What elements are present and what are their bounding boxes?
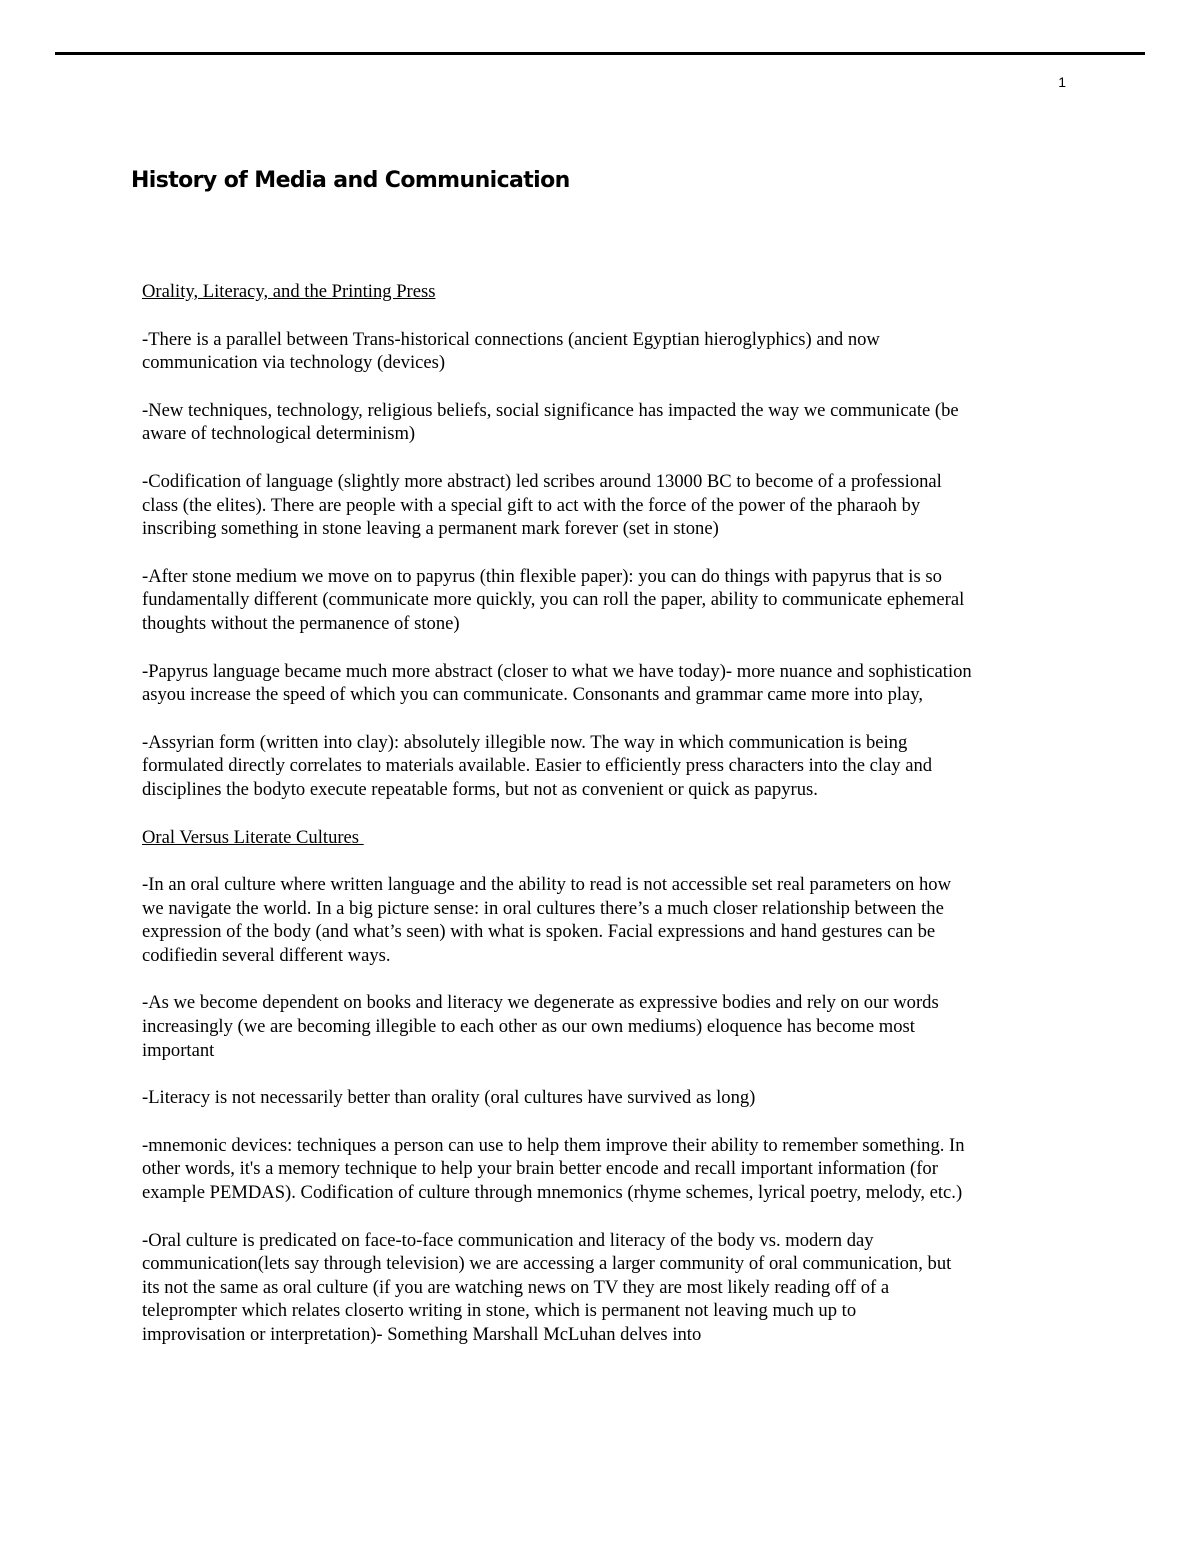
paragraph-papyrus-medium: -After stone medium we move on to papyrus (thin flexible paper): you can do things with papyrus that is so fundamentally different (communicate more quickly, you can roll the paper, ability to communicate ephemeral thoughts without the permanence of stone) [142, 565, 965, 634]
page-number: 1 [1058, 74, 1066, 90]
paragraph-mnemonic-devices: -mnemonic devices: techniques a person can use to help them improve their ability to remember something. In other words, it's a memory technique to help your brain better encode and recall important information (for example PEMDAS). Codification of culture through mnemonics (rhyme schemes, lyrical poetry, melody, etc.) [142, 1134, 965, 1204]
paragraph-face-to-face: -Oral culture is predicated on face-to-face communication and literacy of the body vs. modern day communication(lets say through television) we are accessing a larger community of oral communication, but its not the same as oral culture (if you are watching news on TV they are most likely reading off of a teleprompter which relates closerto writing in stone, which is permanent not leaving much up to improvisation or interpretation)- Something Marshall McLuhan delves into [142, 1229, 952, 1345]
header-rule [55, 52, 1145, 55]
paragraph-books-literacy: -As we become dependent on books and literacy we degenerate as expressive bodies and rely on our words increasingly (we are becoming illegible to each other as our own mediums) eloquence has become most important [142, 992, 939, 1061]
paragraph-literacy-vs-orality: -Literacy is not necessarily better than orality (oral cultures have survived as long) [142, 1087, 756, 1109]
document-body [142, 280, 1062, 1371]
paragraph-new-techniques: -New techniques, technology, religious beliefs, social significance has impacted the way we communicate (be aware of technological determinism) [142, 399, 959, 445]
paragraph-codification: -Codification of language (slightly more abstract) led scribes around 13000 BC to become of a professional class (the elites). There are people with a special gift to act with the force of the power of the pharaoh by inscribing something in stone leaving a permanent mark forever (set in stone) [142, 470, 942, 540]
paragraph-assyrian-form: -Assyrian form (written into clay): absolutely illegible now. The way in which communication is being formulated directly correlates to materials available. Easier to efficiently press characters into the clay and disciplines the bodyto execute repeatable forms, but not as convenient or quick as papyrus. [142, 731, 933, 800]
section-heading-oral-vs-literate: Oral Versus Literate Cultures [142, 826, 364, 848]
section-heading-orality-literacy: Orality, Literacy, and the Printing Press [142, 281, 436, 302]
paragraph-oral-culture: -In an oral culture where written language and the ability to read is not accessible set real parameters on how we navigate the world. In a big picture sense: in oral cultures there’s a much closer relationship between the expression of the body (and what’s seen) with what is spoken. Facial expressions and hand gestures can be codifiedin several different ways. [142, 874, 952, 966]
paragraph-trans-historical: -There is a parallel between Trans-historical connections (ancient Egyptian hieroglyphics) and now communication via technology (devices) [142, 328, 880, 374]
document-title: History of Media and Communication [131, 168, 570, 193]
paragraph-papyrus-language: -Papyrus language became much more abstract (closer to what we have today)- more nuance and sophistication asyou increase the speed of which you can communicate. Consonants and grammar came more into play, [142, 660, 972, 706]
